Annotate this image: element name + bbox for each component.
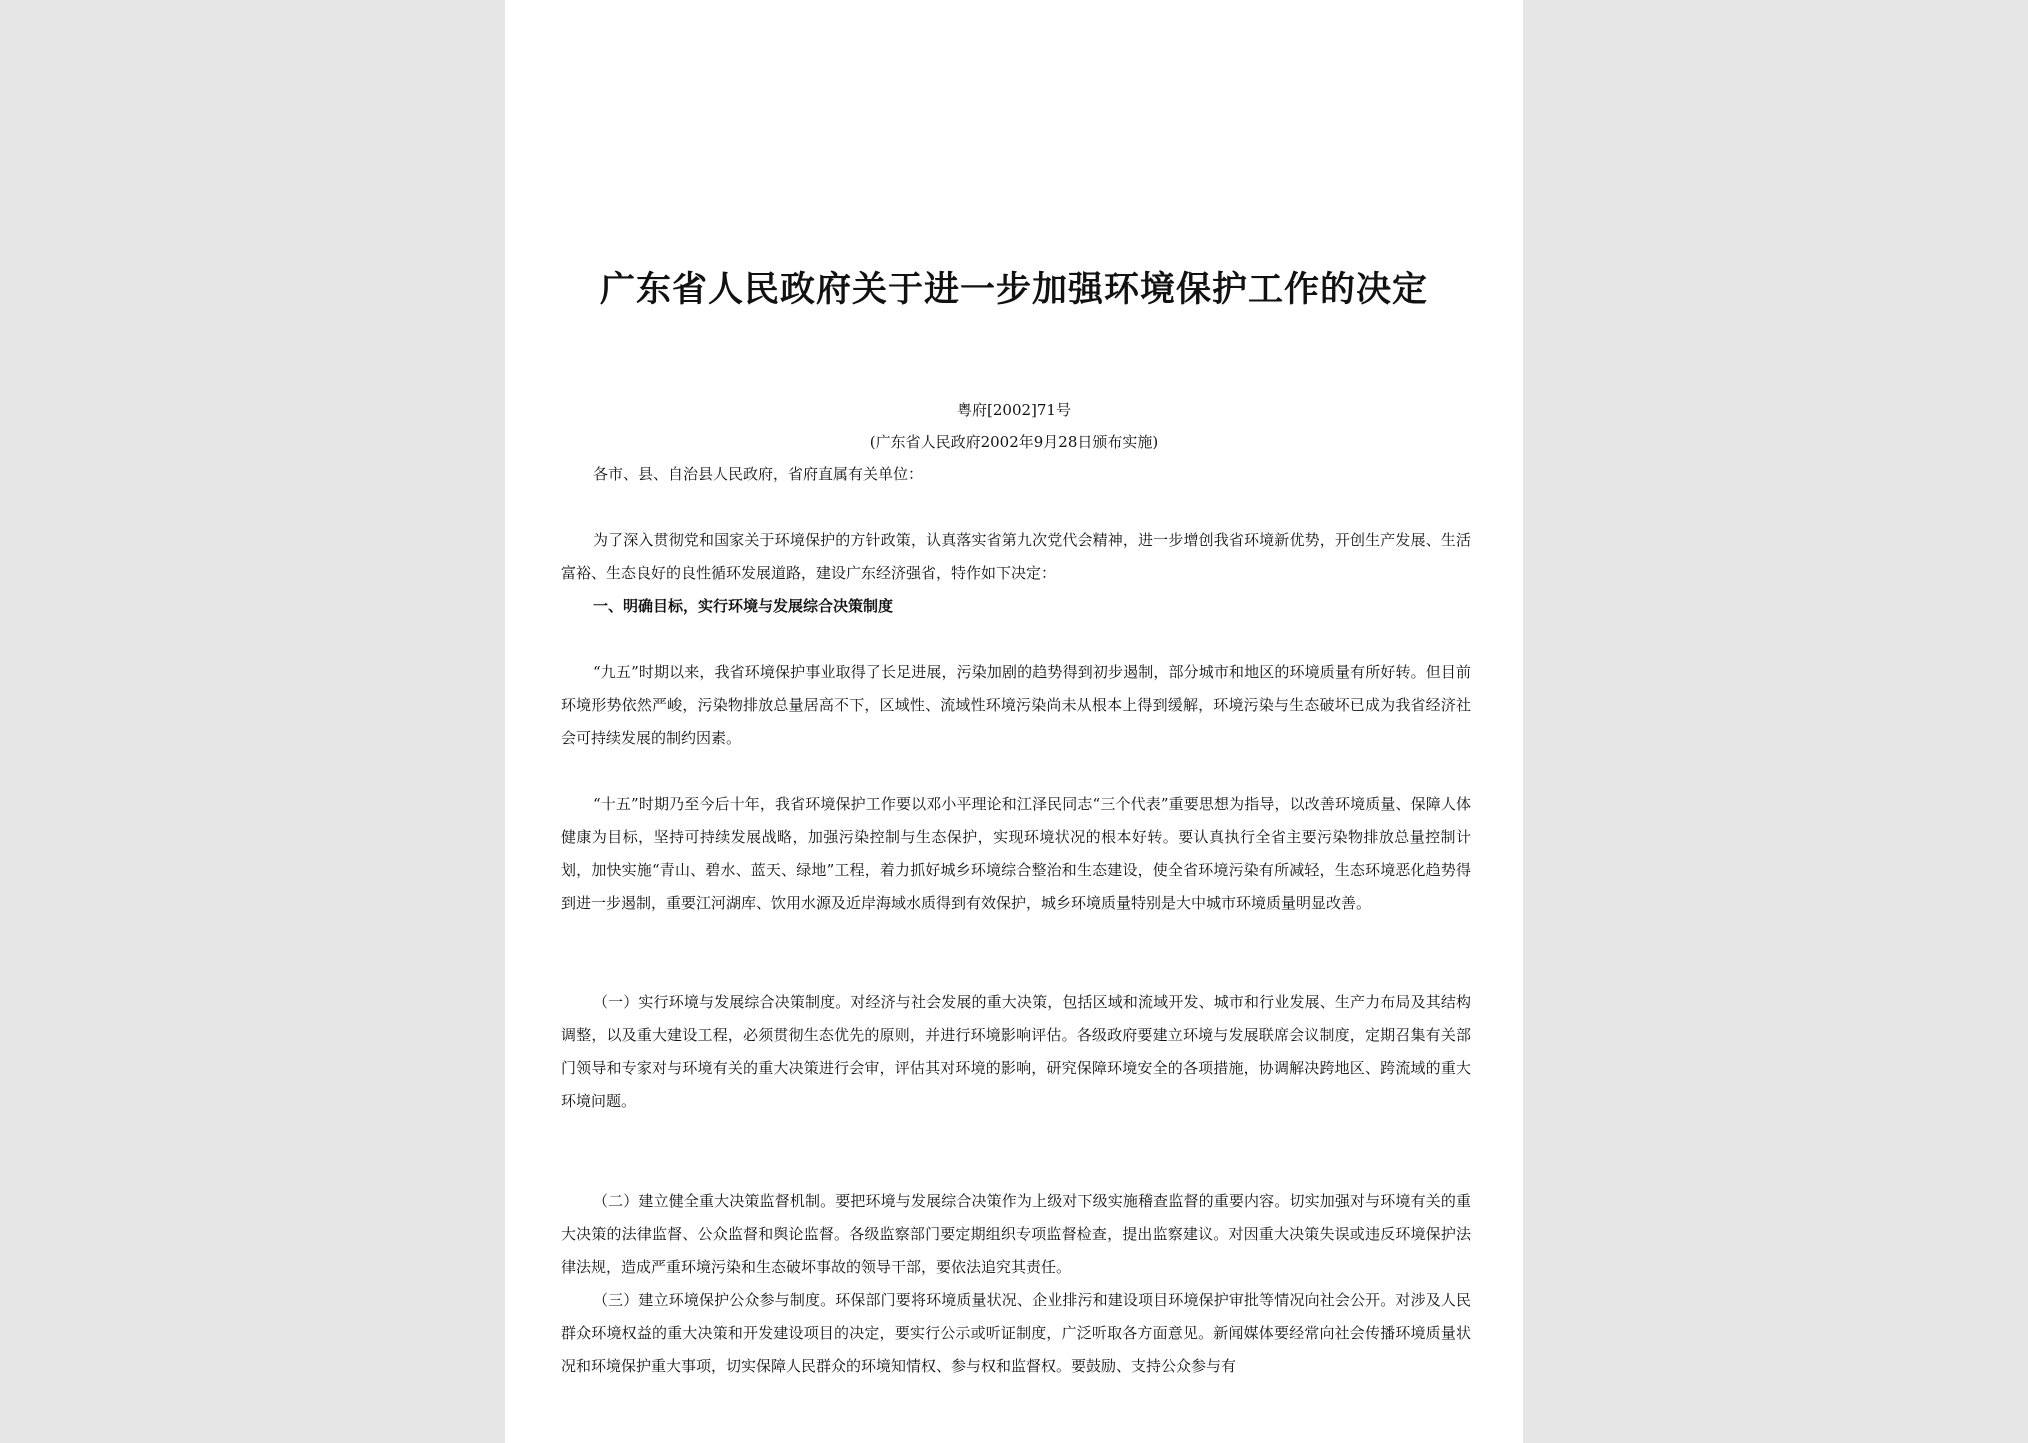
issue-note: (广东省人民政府2002年9月28日颁布实施) bbox=[869, 433, 1159, 451]
intro-paragraph: 为了深入贯彻党和国家关于环境保护的方针政策，认真落实省第九次党代会精神，进一步增创我省环境新优势，开创生产发展、生活富裕、生态良好的良性循环发展道路，建设广东经济强省，特作如下决定： bbox=[561, 531, 1471, 582]
document-page bbox=[505, 0, 1523, 1443]
body-paragraph: “九五”时期以来，我省环境保护事业取得了长足进展，污染加剧的趋势得到初步遏制，部分城市和地区的环境质量有所好转。但目前环境形势依然严峻，污染物排放总量居高不下，区域性、流域性环境污染尚未从根本上得到缓解，环境污染与生态破坏已成为我省经济社会可持续发展的制约因素。 bbox=[561, 663, 1471, 747]
body-paragraph: （三）建立环境保护公众参与制度。环保部门要将环境质量状况、企业排污和建设项目环境保护审批等情况向社会公开。对涉及人民群众环境权益的重大决策和开发建设项目的决定，要实行公示或听证制度，广泛听取各方面意见。新闻媒体要经常向社会传播环境质量状况和环境保护重大事项，切实保障人民群众的环境知情权、参与权和监督权。要鼓励、支持公众参与有 bbox=[561, 1291, 1471, 1375]
document-title: 广东省人民政府关于进一步加强环境保护工作的决定 bbox=[599, 270, 1428, 310]
body-paragraph: （二）建立健全重大决策监督机制。要把环境与发展综合决策作为上级对下级实施稽查监督的重要内容。切实加强对与环境有关的重大决策的法律监督、公众监督和舆论监督。各级监察部门要定期组织专项监督检查，提出监察建议。对因重大决策失误或违反环境保护法律法规，造成严重环境污染和生态破坏事故的领导干部，要依法追究其责任。 bbox=[561, 1192, 1471, 1276]
document-number: 粤府[2002]71号 bbox=[957, 401, 1071, 419]
body-paragraph: “十五”时期乃至今后十年，我省环境保护工作要以邓小平理论和江泽民同志“三个代表”重要思想为指导，以改善环境质量、保障人体健康为目标，坚持可持续发展战略，加强污染控制与生态保护，实现环境状况的根本好转。要认真执行全省主要污染物排放总量控制计划，加快实施“青山、碧水、蓝天、绿地”工程，着力抓好城乡环境综合整治和生态建设，使全省环境污染有所减轻，生态环境恶化趋势得到进一步遏制，重要江河湖库、饮用水源及近岸海域水质得到有效保护，城乡环境质量特别是大中城市环境质量明显改善。 bbox=[561, 795, 1471, 912]
body-paragraph: （一）实行环境与发展综合决策制度。对经济与社会发展的重大决策，包括区域和流域开发、城市和行业发展、生产力布局及其结构调整，以及重大建设工程，必须贯彻生态优先的原则，并进行环境影响评估。各级政府要建立环境与发展联席会议制度，定期召集有关部门领导和专家对与环境有关的重大决策进行会审，评估其对环境的影响，研究保障环境安全的各项措施，协调解决跨地区、跨流域的重大环境问题。 bbox=[561, 993, 1471, 1110]
addressee-line: 各市、县、自治县人民政府，省府直属有关单位： bbox=[593, 465, 924, 483]
section-heading: 一、明确目标，实行环境与发展综合决策制度 bbox=[593, 597, 894, 615]
